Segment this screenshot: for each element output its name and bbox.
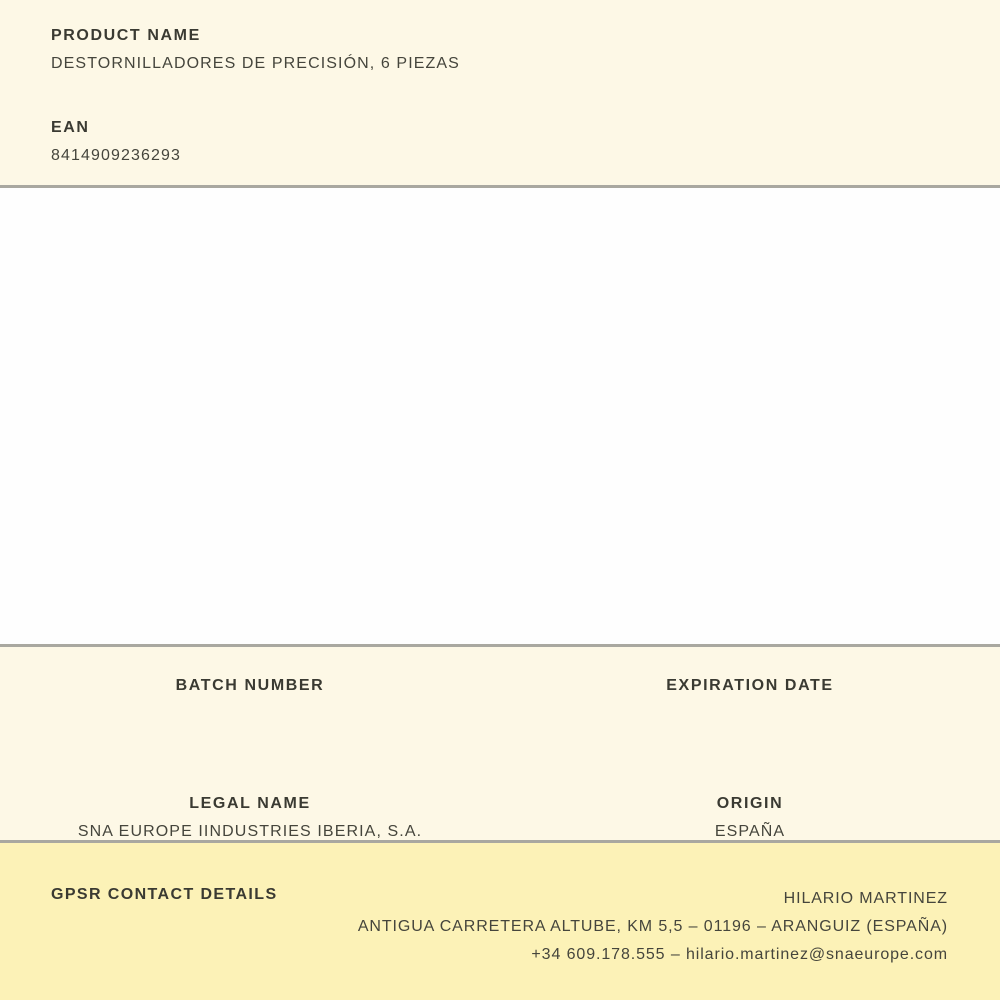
gpsr-contact-label: GPSR CONTACT DETAILS: [51, 886, 278, 903]
expiration-date-label: EXPIRATION DATE: [666, 677, 834, 694]
product-name-field: [51, 26, 950, 73]
contact-phone-email: +34 609.178.555 – hilario.martinez@snaeurope.com: [531, 946, 948, 963]
legal-name-value: SNA EUROPE IINDUSTRIES IBERIA, S.A.: [77, 823, 423, 840]
batch-number-label: BATCH NUMBER: [175, 677, 325, 694]
expiration-date-value: [500, 704, 1000, 723]
details-spacer: [500, 723, 1000, 794]
details-section: [0, 647, 1000, 840]
details-right-column: [500, 676, 1000, 840]
details-spacer: [0, 723, 500, 794]
ean-label: EAN: [51, 119, 90, 136]
contact-name: HILARIO MARTINEZ: [783, 890, 948, 907]
batch-number-value: [0, 704, 500, 723]
legal-name-label: LEGAL NAME: [189, 795, 311, 812]
product-name-value: DESTORNILLADORES DE PRECISIÓN, 6 PIEZAS: [51, 55, 460, 72]
product-image-area: [0, 188, 1000, 644]
contact-address: ANTIGUA CARRETERA ALTUBE, KM 5,5 – 01196 – ARANGUIZ (ESPAÑA): [357, 918, 948, 935]
details-left-column: [0, 676, 500, 840]
origin-label: ORIGIN: [716, 795, 784, 812]
product-info-section: [0, 0, 1000, 185]
ean-field: [51, 118, 950, 165]
origin-value: ESPAÑA: [714, 823, 786, 840]
gpsr-contact-lines: [358, 885, 948, 1000]
gpsr-contact-section: [0, 843, 1000, 1000]
product-name-label: PRODUCT NAME: [51, 27, 201, 44]
ean-value: 8414909236293: [51, 147, 181, 164]
